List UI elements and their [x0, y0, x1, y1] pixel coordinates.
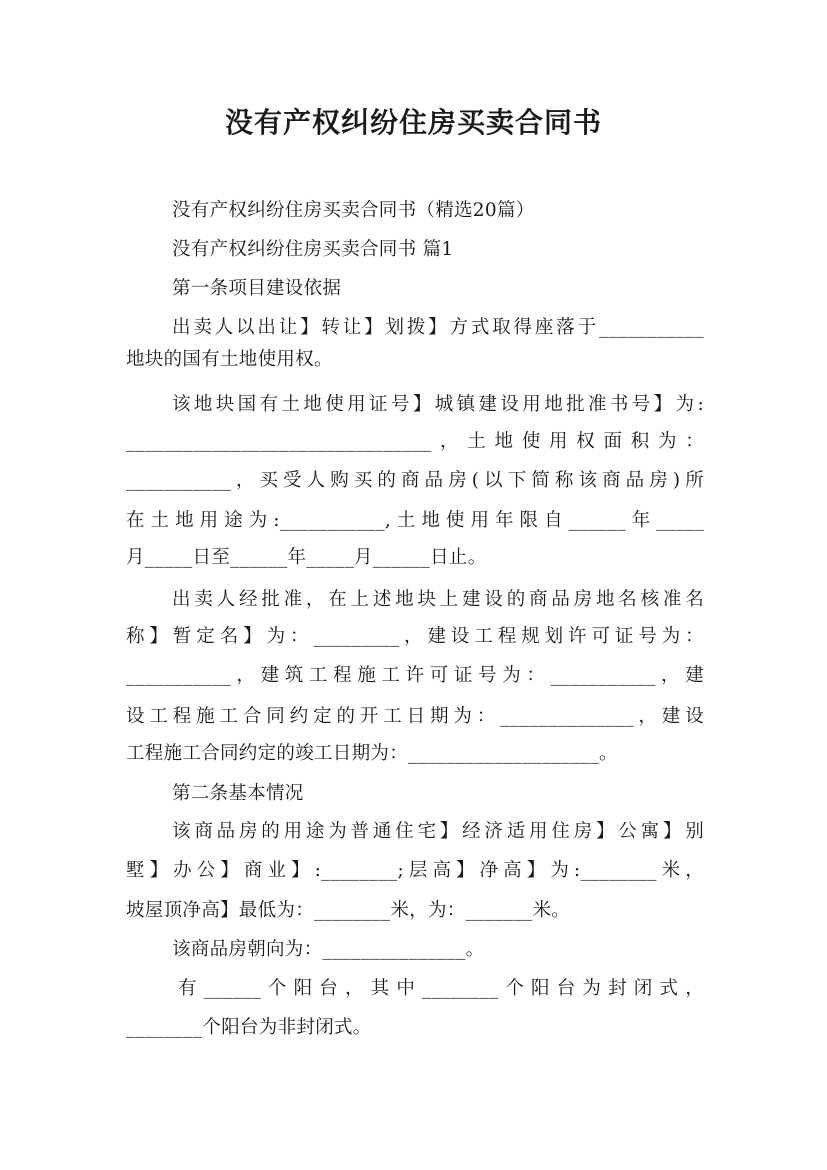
body-line: 在土地用途为:___________,土地使用年限自______年_____: [126, 510, 704, 531]
body-line: 地块的国有土地使用权。: [126, 349, 333, 370]
body-line: 月_____日至______年_____月______日止。: [126, 547, 487, 568]
body-line: 第一条项目建设依据: [172, 278, 342, 299]
body-line: 出卖人以出让】转让】划拨】方式取得座落于___________: [172, 317, 704, 338]
body-line: 称】暂定名】为：_________，建设工程规划许可证号为：: [126, 626, 704, 647]
body-line: 没有产权纠纷住房买卖合同书 篇1: [172, 239, 454, 260]
body-line: 墅】办公】商业】:________;层高】净高】为:________米，: [126, 860, 704, 881]
body-line: 第二条基本情况: [172, 783, 304, 804]
body-line: 没有产权纠纷住房买卖合同书（精选20篇）: [172, 200, 535, 221]
body-line: 该商品房的用途为普通住宅】经济适用住房】公寓】别: [172, 821, 704, 842]
body-line: 该商品房朝向为：_______________。: [172, 939, 485, 960]
document-title: 没有产权纠纷住房买卖合同书: [224, 106, 602, 139]
body-line: 有______个阳台，其中________个阳台为封闭式，: [178, 978, 704, 999]
body-line: 出卖人经批准，在上述地块上建设的商品房地名核准名: [172, 589, 704, 610]
body-line: 该地块国有土地使用证号】城镇建设用地批准书号】为:: [172, 394, 704, 415]
body-line: ________________________________，土地使用权面积为：: [126, 431, 704, 452]
body-line: ________个阳台为非封闭式。: [126, 1017, 372, 1038]
body-line: 坡屋顶净高】最低为：________米，为：_______米。: [126, 900, 571, 921]
body-line: ___________，建筑工程施工许可证号为：___________，建: [126, 665, 704, 686]
body-line: 工程施工合同约定的竣工日期为：____________________。: [126, 743, 618, 764]
body-line: ___________，买受人购买的商品房(以下简称该商品房)所: [126, 470, 704, 491]
body-line: 设工程施工合同约定的开工日期为：______________，建设: [126, 706, 704, 727]
